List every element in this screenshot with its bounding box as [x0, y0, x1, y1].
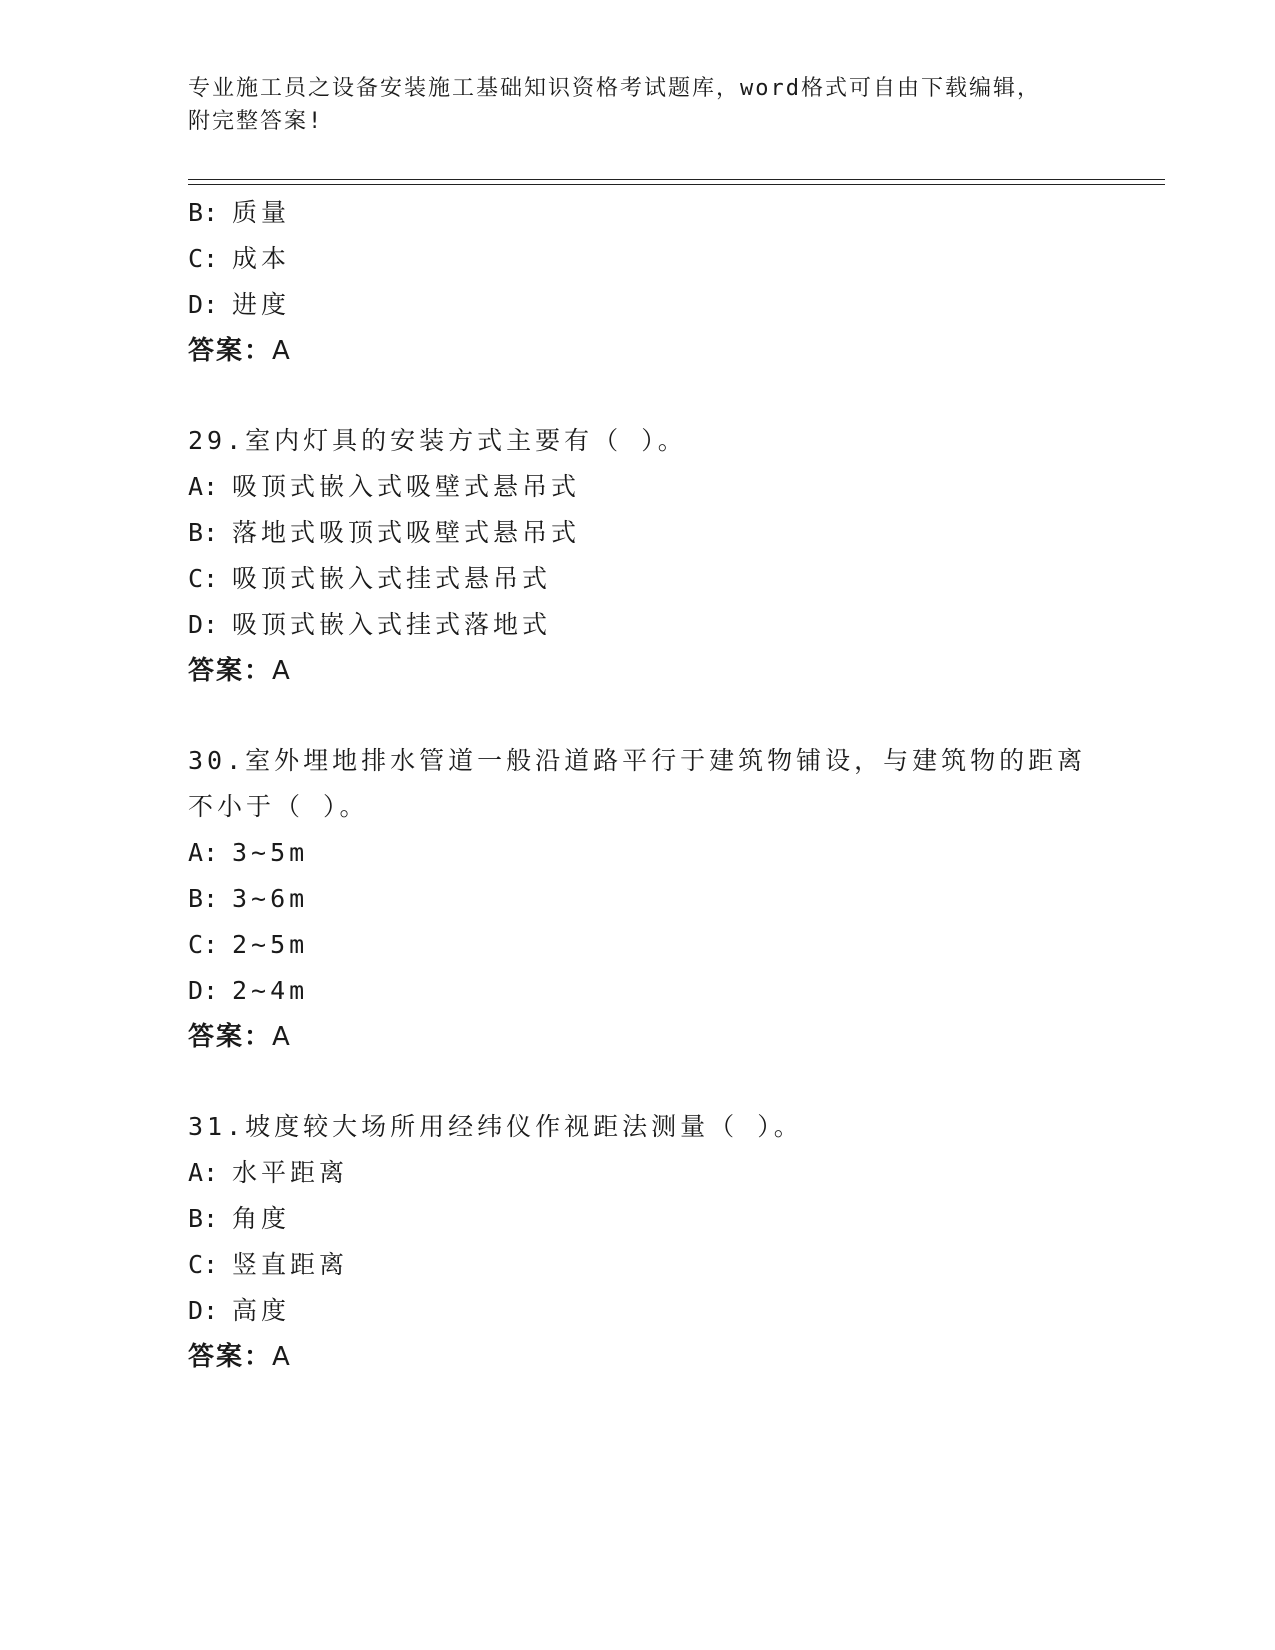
- option-c: C: 吸顶式嵌入式挂式悬吊式: [188, 564, 552, 593]
- answer-line: [188, 1014, 1168, 1060]
- header-line-1: 专业施工员之设备安装施工基础知识资格考试题库，word格式可自由下载编辑，: [188, 76, 1041, 101]
- option-b: B: 质量: [188, 198, 291, 227]
- option-c: C: 竖直距离: [188, 1250, 349, 1279]
- answer-line: [188, 648, 1168, 694]
- option-d: D: 吸顶式嵌入式挂式落地式: [188, 610, 552, 639]
- option-b: B: 角度: [188, 1204, 291, 1233]
- question-list: [188, 190, 1168, 1380]
- option-a: A: 水平距离: [188, 1158, 349, 1187]
- question-30: [188, 738, 1168, 1060]
- answer-label: 答案：: [188, 656, 273, 686]
- question-text: 30.室外埋地排水管道一般沿道路平行于建筑物铺设，与建筑物的距离: [188, 746, 1087, 775]
- answer-line: [188, 1334, 1168, 1380]
- header-divider-top: [188, 179, 1165, 180]
- option-c: C: 2~5m: [188, 930, 309, 959]
- option-b: B: 落地式吸顶式吸壁式悬吊式: [188, 518, 581, 547]
- option-d: D: 2~4m: [188, 976, 309, 1005]
- answer-value: A: [272, 336, 292, 366]
- answer-label: 答案：: [188, 336, 273, 366]
- question-31: [188, 1104, 1168, 1380]
- option-d: D: 高度: [188, 1296, 291, 1325]
- option-b: B: 3~6m: [188, 884, 309, 913]
- answer-label: 答案：: [188, 1022, 273, 1052]
- question-28-continued: [188, 190, 1168, 374]
- answer-line: [188, 328, 1168, 374]
- option-a: A: 吸顶式嵌入式吸壁式悬吊式: [188, 472, 581, 501]
- question-29: [188, 418, 1168, 694]
- document-header: [188, 72, 1088, 138]
- option-c: C: 成本: [188, 244, 291, 273]
- answer-value: A: [272, 1022, 292, 1052]
- question-text: 29.室内灯具的安装方式主要有（ ）。: [188, 426, 687, 455]
- question-text-continued: 不小于（ ）。: [188, 792, 369, 821]
- option-a: A: 3~5m: [188, 838, 309, 867]
- answer-label: 答案：: [188, 1342, 273, 1372]
- header-line-2: 附完整答案!: [188, 109, 324, 134]
- option-d: D: 进度: [188, 290, 291, 319]
- answer-value: A: [272, 656, 292, 686]
- answer-value: A: [272, 1342, 292, 1372]
- header-divider-bottom: [188, 184, 1165, 185]
- question-text: 31.坡度较大场所用经纬仪作视距法测量（ ）。: [188, 1112, 803, 1141]
